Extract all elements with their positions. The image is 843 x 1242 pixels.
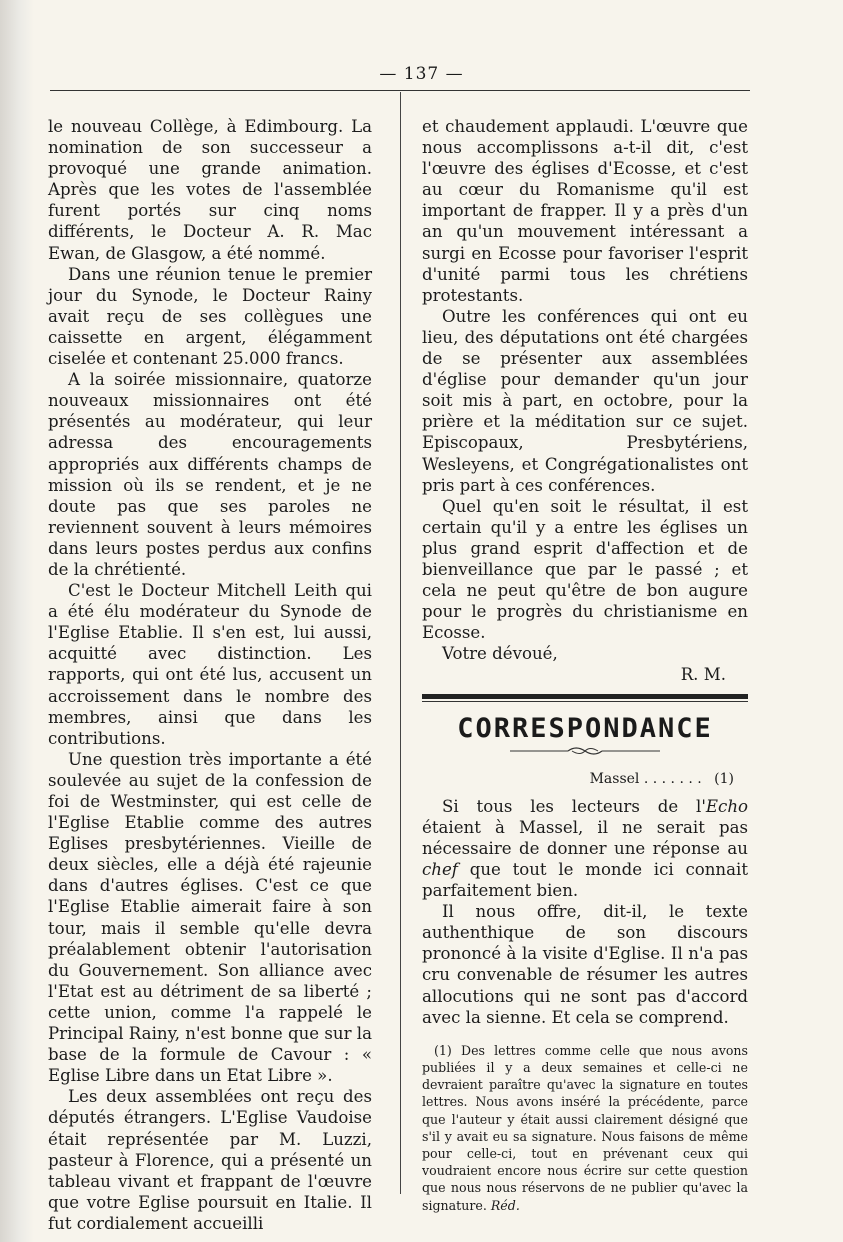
column-divider (400, 92, 401, 1194)
letter-closing: Votre dévoué, (442, 644, 558, 664)
correspondence-paragraph-1 (422, 796, 748, 901)
section-thick-rule (422, 694, 748, 699)
left-column (48, 116, 372, 1234)
ornament-flourish-icon (510, 745, 660, 757)
dateline-place: Massel . . . . . . . (589, 770, 702, 787)
section-thin-rule (422, 701, 748, 702)
left-paragraph-3: A la soirée missionnaire, quatorze nouveaux missionnaires ont été présentés au modérateur, qui leur adressa des encouragements appropriés aux différents champs de mission où ils se rendent, et je ne doute pas que ses paroles ne reviennent souvent à leurs mémoires dans leurs postes perdus aux confins de la chrétienté. (48, 370, 372, 579)
corr-italic-echo: Echo (705, 796, 748, 816)
page-edge-shadow (0, 0, 34, 1242)
page-number: — 137 — (379, 64, 464, 84)
footnote (422, 1042, 748, 1214)
correspondence-paragraph-2: Il nous offre, dit-il, le texte authenthique de son discours prononcé à la visite d'Eglise. Il n'a pas cru convenable de résumer les autres allocutions qui ne sont pas d'accord avec la sienne. Et cela se comprend. (422, 902, 748, 1027)
footnote-signature: Réd. (490, 1197, 520, 1213)
left-paragraph-2: Dans une réunion tenue le premier jour du Synode, le Docteur Rainy avait reçu de ses collègues une caissette en argent, élégamment ciselée et contenant 25.000 francs. (48, 264, 372, 369)
left-paragraph-6: Les deux assemblées ont reçu des députés étrangers. L'Eglise Vaudoise était représentée par M. Luzzi, pasteur à Florence, qui a présenté un tableau vivant et frappant de l'œuvre que votre Eglise poursuit en Italie. Il fut cordialement accueilli (48, 1087, 372, 1233)
corr-text-a: Si tous les lecteurs de l' (442, 796, 706, 816)
footnote-text (422, 1042, 748, 1214)
left-paragraph-1: le nouveau Collège, à Edimbourg. La nomination de son successeur a provoqué une grande animation. Après que les votes de l'assemblée furent portés sur cinq noms différents, le Docteur A. R. Mac Ewan, de Glasgow, a été nommé. (48, 117, 372, 263)
dateline-footnote-ref: (1) (714, 770, 734, 787)
right-paragraph-3: Quel qu'en soit le résultat, il est certain qu'il y a entre les églises un plus grand esprit d'affection et de bienveillance que par le passé ; et cela ne peut qu'être de bon augure pour le progrès du christianisme en Ecosse. (422, 496, 748, 643)
header-rule (50, 90, 750, 91)
left-paragraph-5: Une question très importante a été soulevée au sujet de la confession de foi de Westminster, qui est celle de l'Eglise Etablie comme des autres Eglises presbytériennes. Vieille de deux siècles, elle a déjà été rajeunie dans d'autres églises. C'est ce que l'Eglise Etablie aimerait faire à son tour, mais il semble qu'elle devra préalablement obtenir l'autorisation du Gouvernement. Son alliance avec l'Etat est au détriment de sa liberté ; cette union, comme l'a rappelé le Principal Rainy, n'est bonne que sur la base de la formule de Cavour : « Eglise Libre dans un Etat Libre ». (48, 749, 372, 1086)
right-paragraph-2: Outre les conférences qui ont eu lieu, des députations ont été chargées de se présenter aux assemblées d'église pour demander qu'un jour soit mis à part, en octobre, pour la prière et la méditation sur ce sujet. Episcopaux, Presbytériens, Wesleyens, et Congrégationalistes ont pris part à ces conférences. (422, 306, 748, 495)
corr-text-c: que tout le monde ici connait parfaitement bien. (422, 860, 748, 901)
section-title: CORRESPONDANCE (457, 712, 713, 744)
letter-signature: R. M. (680, 665, 726, 685)
left-paragraph-4: C'est le Docteur Mitchell Leith qui a été élu modérateur du Synode de l'Eglise Etablie. Il s'en est, lui aussi, acquitté avec distinction. Les rapports, qui ont été lus, accusent un accroissement dans le nombre des membres, ainsi que dans les contributions. (48, 581, 372, 748)
dateline (422, 769, 748, 790)
right-column (422, 116, 748, 1214)
corr-italic-chef: chef (422, 860, 458, 879)
right-paragraph-1: et chaudement applaudi. L'œuvre que nous accomplissons a-t-il dit, c'est l'œuvre des églises d'Ecosse, et c'est au cœur du Romanisme qu'il est important de frapper. Il y a près d'un an qu'un mouvement intéressant a surgi en Ecosse pour favoriser l'esprit d'unité parmi tous les chrétiens protestants. (422, 117, 748, 305)
corr-text-b: étaient à Massel, il ne serait pas nécessaire de donner une réponse au (422, 817, 748, 858)
footnote-body: (1) Des lettres comme celle que nous avons publiées il y a deux semaines et celle-ci ne devraient paraître qu'avec la signature en toutes lettres. Nous avons inséré la précédente, parce que l'auteur y était aussi clairement désigné que s'il y avait eu sa signature. Nous faisons de même pour celle-ci, tout en prévenant ceux qui voudraient encore nous écrire sur cette question que nous nous réservons de ne publier qu'avec la signature. (422, 1042, 748, 1213)
